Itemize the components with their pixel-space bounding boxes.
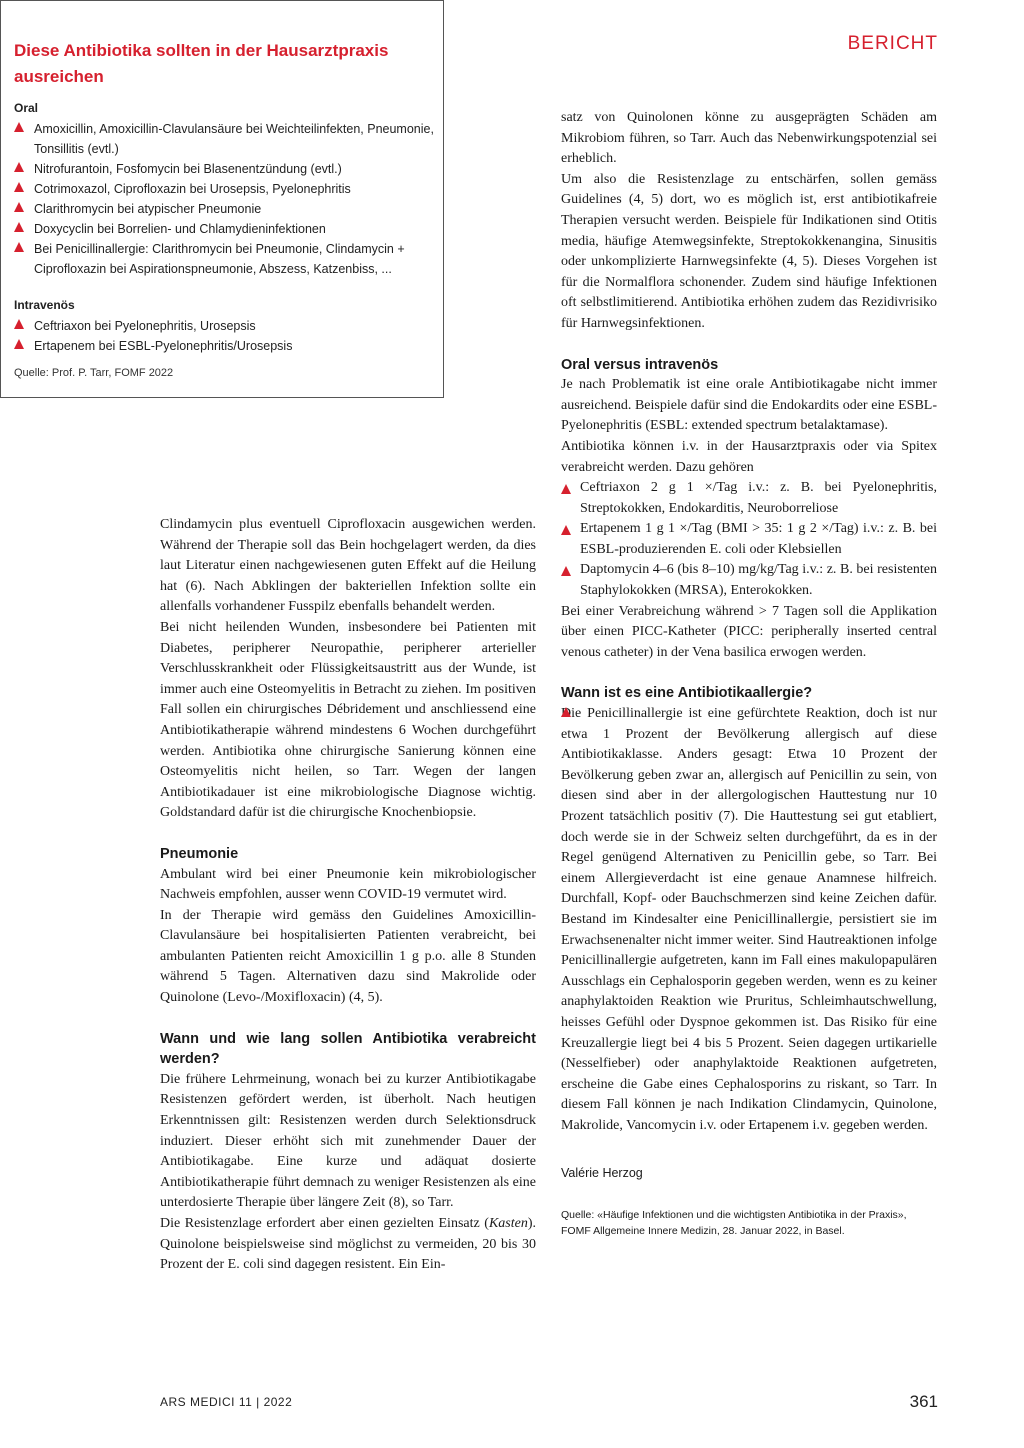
source-note: Quelle: «Häufige Infektionen und die wichtigsten Antibiotika in der Praxis», FOMF Allgemeine Innere Medizin, 28. Januar 2022, in Basel. <box>561 1209 907 1238</box>
left-column <box>160 515 536 1276</box>
red-triangle-icon <box>14 162 24 172</box>
red-triangle-icon <box>561 525 571 535</box>
paragraph: Bei einer Verabreichung während > 7 Tagen soll die Applikation über einen PICC-Katheter (PICC: peripherally inserted central venous catheter) in der Vena basilica erwogen werden. <box>561 603 937 660</box>
list-item: Doxycyclin bei Borrelien- und Chlamydieninfektionen <box>14 219 434 239</box>
red-triangle-icon <box>14 242 24 252</box>
end-of-article-icon <box>561 707 571 717</box>
heading-wann-antibiotika: Wann und wie lang sollen Antibiotika verabreicht werden? <box>160 1030 536 1068</box>
footer-journal: ARS MEDICI 11 | 2022 <box>160 1395 293 1409</box>
paragraph: satz von Quinolonen könne zu ausgeprägten Schäden am Mikrobiom führen, so Tarr. Auch das Nebenwirkungspotenzial sei erheblich. <box>561 110 937 167</box>
red-triangle-icon <box>14 319 24 329</box>
paragraph: Clindamycin plus eventuell Ciprofloxacin ausgewichen werden. Während der Therapie soll das Bein hochgelagert werden, da dies laut Literatur einen nachgewiesenen guten Effekt auf die Heilung hat (6). Nach Abklingen der bakteriellen Infektion sollte ein allenfalls vorhandener Fusspilz ebenfalls behandelt werden. <box>160 517 536 615</box>
red-triangle-icon <box>14 122 24 132</box>
list-item: Ertapenem 1 g 1 ×/Tag (BMI > 35: 1 g 2 ×/Tag) i.v.: z. B. bei ESBL-produzierenden E. coli oder Klebsiellen <box>561 519 937 560</box>
info-box <box>0 0 444 398</box>
paragraph: Die Penicillinallergie ist eine gefürchtete Reaktion, doch ist nur etwa 1 Prozent der Bevölkerung allergisch auf diese Antibiotikaklasse. Anders gesagt: Etwa 10 Prozent der Bevölkerung geben zwar an, allergisch auf Penicillin zu sein, von diesen sind aber in der allergologischen Hauttestung nur 10 Prozent tatsächlich positiv (7). Die Hauttestung sei gut etabliert, doch werde sie in der Schweiz selten durchgeführt, da es in der Regel genügend Alternativen zu Penicillin gebe, so Tarr. Bei einem Allergieverdacht ist eine genaue Anamnese hilfreich. Durchfall, Kopf- oder Bauchschmerzen sind keine Zeichen dafür. Bestand im Kindesalter eine Penicillinallergie, persistiert sie im Erwachsenenalter nicht immer weiter. Sind Hautreaktionen infolge Penicillinallergie aufgetreten, kann im Fall eines makulopapulären Ausschlags ein Cephalosporin gegeben werden, wenn es zu keiner anaphylaktoiden Reaktion wie Pruritus, Schleimhautschwellung, heisses Gefühl oder Dyspnoe gekommen ist. Das Risiko für eine Kreuzallergie liegt bei 4 bis 5 Prozent. Seien dagegen urtikarielle (Nesselfieber) oder anaphylaktoide Reaktionen aufgetreten, erscheine die Gabe eines Cephalosporins zu riskant, so Tarr. In diesem Fall können je nach Indikation Clindamycin, Quinolone, Makrolide, Vancomycin i.v. oder Ertapenem i.v. gegeben werden. <box>561 706 937 1133</box>
page-number: 361 <box>909 1392 938 1411</box>
paragraph: Die Resistenzlage erfordert aber einen gezielten Einsatz (Kasten). Quinolone beispielsweise sind möglichst zu vermeiden, 20 bis 30 Prozent der E. coli sind dagegen resistent. Ein Ein- <box>160 1216 536 1273</box>
list-item: Nitrofurantoin, Fosfomycin bei Blasenentzündung (evtl.) <box>14 159 434 179</box>
list-item: Clarithromycin bei atypischer Pneumonie <box>14 199 434 219</box>
list-item: Ceftriaxon bei Pyelonephritis, Urosepsis <box>14 316 434 336</box>
paragraph: Ambulant wird bei einer Pneumonie kein mikrobiologischer Nachweis empfohlen, ausser wenn COVID-19 vermutet wird. <box>160 866 536 903</box>
paragraph: Bei nicht heilenden Wunden, insbesondere bei Patienten mit Diabetes, peripherer Neuropathie, peripherer arterieller Verschlusskrankheit oder Flüssigkeitsaustritt aus der Wunde, ist immer auch eine Osteomyelitis in Betracht zu ziehen. Im positiven Fall sollen ein chirurgisches Débridement und anschliessend eine Antibiotikatherapie während mindestens 6 Wochen durchgeführt werden. Antibiotika ohne chirurgische Sanierung können eine Osteomyelitis nicht heilen, so Tarr. Wegen der langen Antibiotikadauer ist eine mikrobiologische Diagnose wichtig. Goldstandard dafür ist die chirurgische Knochenbiopsie. <box>160 619 536 821</box>
red-triangle-icon <box>14 339 24 349</box>
red-triangle-icon <box>14 202 24 212</box>
red-triangle-icon <box>561 484 571 494</box>
red-triangle-icon <box>561 566 571 576</box>
heading-pneumonie: Pneumonie <box>160 845 239 862</box>
right-column <box>561 108 937 1239</box>
paragraph: Die frühere Lehrmeinung, wonach bei zu kurzer Antibiotikagabe Resistenzen gefördert werden, ist überholt. Nach heutigen Erkenntnissen gilt: Resistenzen werden durch Selektionsdruck induziert. Dieser erhöht sich mit zunehmender Dauer der Antibiotikagabe. Eine kurze und adäquat dosierte Antibiotikatherapie führt demnach zu weniger Resistenzen als eine unterdosierte Therapie über längere Zeit (8), so Tarr. <box>160 1071 536 1211</box>
box-iv-heading: Intravenös <box>14 298 75 312</box>
list-item: Ertapenem bei ESBL-Pyelonephritis/Urosepsis <box>14 336 434 356</box>
red-triangle-icon <box>14 182 24 192</box>
paragraph: Je nach Problematik ist eine orale Antibiotikagabe nicht immer ausreichend. Beispiele dafür sind die Endokardits oder eine ESBL-Pyelonephritis (ESBL: extended spectrum betalaktamase). <box>561 377 937 434</box>
list-item: Daptomycin 4–6 (bis 8–10) mg/kg/Tag i.v.: z. B. bei resistenten Staphylokokken (MRSA), Enterokokken. <box>561 560 937 601</box>
list-item: Cotrimoxazol, Ciprofloxazin bei Urosepsis, Pyelonephritis <box>14 179 434 199</box>
box-title: Diese Antibiotika sollten in der Hausarztpraxis ausreichen <box>14 41 389 86</box>
section-tag: BERICHT <box>847 33 938 54</box>
list-item: Ceftriaxon 2 g 1 ×/Tag i.v.: z. B. bei Pyelonephritis, Streptokokken, Endokarditis, Neuroborreliose <box>561 478 937 519</box>
heading-oral-iv: Oral versus intravenös <box>561 356 719 373</box>
heading-allergie: Wann ist es eine Antibiotikaallergie? <box>561 685 813 702</box>
author: Valérie Herzog <box>561 1165 643 1180</box>
box-iv-list <box>14 316 434 356</box>
list-item: Bei Penicillinallergie: Clarithromycin bei Pneumonie, Clindamycin + Ciprofloxazin bei Aspirationspneumonie, Abszess, Katzenbiss, ... <box>14 239 434 279</box>
box-oral-heading: Oral <box>14 101 39 115</box>
red-triangle-icon <box>14 222 24 232</box>
paragraph: Um also die Resistenzlage zu entschärfen, sollen gemäss Guidelines (4, 5) dort, wo es möglich ist, erst antibiotikafreie Therapien versucht werden. Beispiele für Indikationen sind Otitis media, häufige Atemwegsinfekte, Streptokokkenangina, Sinusitis oder unkomplizierte Harnwegsinfekte (4, 5). Dieses Vorgehen ist für die Normalflora schonender. Zudem sind häufige Infektionen oft selbstlimitierend. Antibiotika erhöhen zudem das Rezidivrisiko für Harnwegsinfektionen. <box>561 171 937 331</box>
box-oral-list <box>14 119 434 279</box>
paragraph: In der Therapie wird gemäss den Guidelines Amoxicillin-Clavulansäure bei hospitalisierten Patienten verabreicht, bei ambulanten Patienten reicht Amoxicillin 1 g p.o. alle 8 Stunden während 5 Tagen. Alternativen dazu sind Makrolide oder Quinolone (Levo-/Moxifloxacin) (4, 5). <box>160 907 536 1006</box>
list-item: Amoxicillin, Amoxicillin-Clavulansäure bei Weichteilinfekten, Pneumonie, Tonsillitis (evtl.) <box>14 119 434 159</box>
paragraph: Antibiotika können i.v. in der Hausarztpraxis oder via Spitex verabreicht werden. Dazu gehören <box>561 438 937 475</box>
iv-list <box>561 478 937 602</box>
box-source: Quelle: Prof. P. Tarr, FOMF 2022 <box>14 367 174 379</box>
